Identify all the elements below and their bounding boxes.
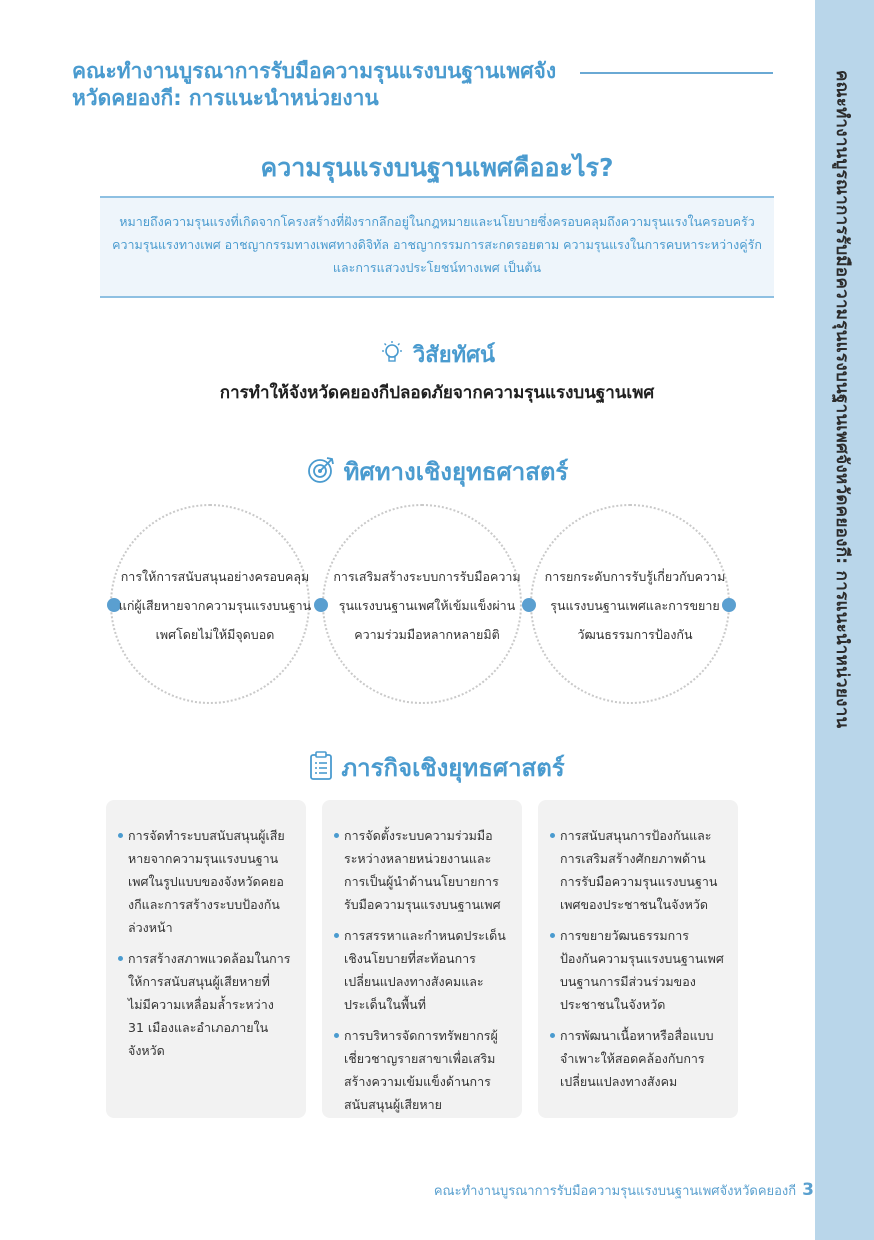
- list-item: การบริหารจัดการทรัพยากรผู้เชี่ยวชาญรายสาขาเพื่อเสริมสร้างความเข้มแข็งด้านการสนับสนุนผู้เสียหาย: [334, 1024, 508, 1116]
- mission-heading-label: ภารกิจเชิงยุทธศาสตร์: [341, 754, 565, 782]
- mission-list: [538, 800, 738, 1093]
- title-rule: [580, 72, 773, 74]
- list-item: การสรรหาและกำหนดประเด็นเชิงนโยบายที่สะท้อนการเปลี่ยนแปลงทางสังคมและประเด็นในพื้นที่: [334, 924, 508, 1016]
- list-item: การสนับสนุนการป้องกันและการเสริมสร้างศักยภาพด้านการรับมือความรุนแรงบนฐานเพศของประชาชนในจังหวัด: [550, 824, 724, 916]
- target-icon: [306, 455, 336, 491]
- side-title: คณะทำงานบูรณาการรับมือความรุนแรงบนฐานเพศจังหวัดคยองกี: การแนะนำหน่วยงาน: [832, 70, 852, 729]
- page-footer: [434, 1180, 814, 1201]
- list-item: การขยายวัฒนธรรมการป้องกันความรุนแรงบนฐานเพศบนฐานการมีส่วนร่วมของประชาชนในจังหวัด: [550, 924, 724, 1016]
- vision-heading-label: วิสัยทัศน์: [412, 343, 496, 368]
- list-item: การจัดทำระบบสนับสนุนผู้เสียหายจากความรุนแรงบนฐานเพศในรูปแบบของจังหวัดคยองกีและการสร้างระบบป้องกันล่วงหน้า: [118, 824, 292, 939]
- list-item: การสร้างสภาพแวดล้อมในการให้การสนับสนุนผู้เสียหายที่ไม่มีความเหลื่อมล้ำระหว่าง 31 เมืองและอำเภอภายในจังหวัด: [118, 947, 292, 1062]
- lightbulb-icon: [379, 340, 405, 372]
- clipboard-icon: [309, 751, 333, 787]
- mission-card-2: [322, 800, 522, 1118]
- mission-card-1: [106, 800, 306, 1118]
- page-number: 3: [802, 1180, 814, 1200]
- strategy-item: การเสริมสร้างระบบการรับมือความรุนแรงบนฐานเพศให้เข้มแข็งผ่านความร่วมมือหลากหลายมิติ: [333, 569, 521, 642]
- mission-heading: [100, 748, 774, 787]
- mission-list: [106, 800, 306, 1062]
- page-title: คณะทำงานบูรณาการรับมือความรุนแรงบนฐานเพศจังหวัดคยองกี: การแนะนำหน่วยงาน: [72, 59, 557, 110]
- circle-dot: [314, 598, 328, 612]
- mission-card-3: [538, 800, 738, 1118]
- strategy-item: การยกระดับการรับรู้เกี่ยวกับความรุนแรงบนฐานเพศและการขยายวัฒนธรรมการป้องกัน: [544, 569, 726, 642]
- strategy-heading: [100, 452, 774, 491]
- list-item: การจัดตั้งระบบความร่วมมือระหว่างหลายหน่วยงานและการเป็นผู้นำด้านนโยบายการรับมือความรุนแรงบนฐานเพศ: [334, 824, 508, 916]
- list-item: การพัฒนาเนื้อหาหรือสื่อแบบจำเพาะให้สอดคล้องกับการเปลี่ยนแปลงทางสังคม: [550, 1024, 724, 1093]
- strategy-heading-label: ทิศทางเชิงยุทธศาสตร์: [343, 458, 569, 486]
- definition-text: หมายถึงความรุนแรงที่เกิดจากโครงสร้างที่ฝังรากลึกอยู่ในกฎหมายและนโยบายซึ่งครอบคลุมถึงความรุนแรงในครอบครัว ความรุนแรงทางเพศ อาชญากรรมทางเพศทางดิจิทัล อาชญากรรมการสะกดรอยตาม ความรุนแรงในการคบหาระหว่างคู่รัก และการแสวงประโยชน์ทางเพศ เป็นต้น: [112, 214, 762, 275]
- footer-text: คณะทำงานบูรณาการรับมือความรุนแรงบนฐานเพศจังหวัดคยองกี: [433, 1184, 797, 1199]
- vision-heading: [100, 337, 774, 372]
- mission-list: [322, 800, 522, 1116]
- definition-heading: ความรุนแรงบนฐานเพศคืออะไร?: [260, 153, 614, 182]
- vision-statement: การทำให้จังหวัดคยองกีปลอดภัยจากความรุนแรงบนฐานเพศ: [219, 383, 655, 403]
- strategy-item: การให้การสนับสนุนอย่างครอบคลุมแก่ผู้เสียหายจากความรุนแรงบนฐานเพศโดยไม่ให้มีจุดบอด: [118, 569, 312, 642]
- definition-box: [100, 196, 774, 298]
